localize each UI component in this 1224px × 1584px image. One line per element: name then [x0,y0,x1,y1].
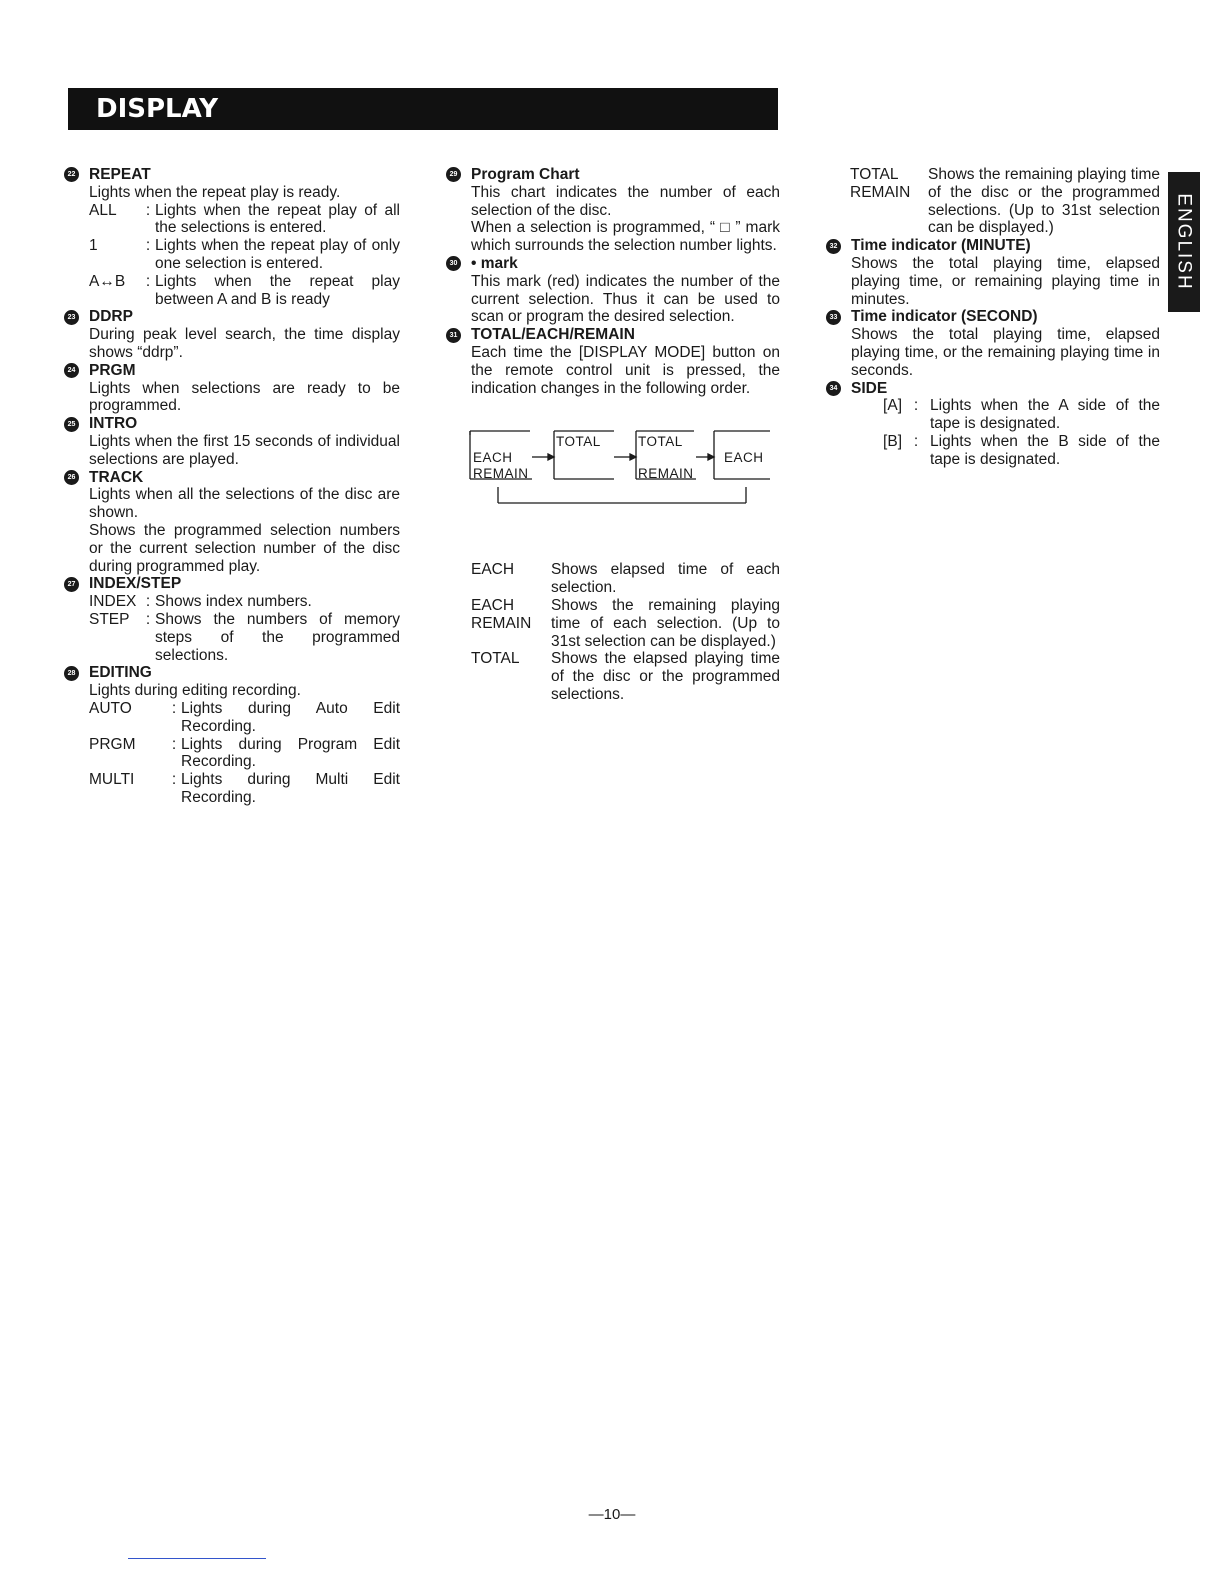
language-tab [1168,172,1200,312]
cycle-box-total-remain-line1: TOTAL [638,434,683,450]
definition-key: AUTO [89,699,132,717]
item-number-badge: 27 [64,577,79,592]
section-time-second [826,308,1160,379]
cycle-box-each: EACH [724,450,764,466]
section-title: TOTAL/EACH/REMAIN [471,326,635,344]
definition-row: [B] : Lights when the B side of the tape is designated. [862,433,1160,469]
section-ddrp [64,308,400,361]
section-title: Program Chart [471,166,580,183]
definition-row [471,561,780,597]
definition-value: Shows the numbers of memory steps of the programmed selections. [155,610,400,664]
section-title: Time indicator (MINUTE) [851,237,1031,255]
language-tab-label: ENGLISH [1174,193,1196,291]
definition-value: Lights when the repeat play of only one selection is entered. [155,237,400,272]
definition-key: [A] [883,397,902,415]
page-title: DISPLAY [68,88,778,130]
section-description: During peak level search, the time display shows “ddrp”. [89,326,400,361]
definition-row [471,597,780,650]
section-mark [446,255,780,326]
definition-key: TOTAL [471,650,520,668]
page-number: —10— [588,1506,636,1523]
definition-row: AUTO : Lights during Auto Edit Recording. [89,699,400,735]
item-number-badge: 22 [64,167,79,182]
column-middle [446,166,780,704]
section-total-each-remain [446,326,780,397]
bottom-rule [128,1558,266,1559]
definition-row: A↔B : Lights when the repeat play between A and B is ready [89,272,400,308]
column-left [64,166,400,807]
section-title: TRACK [89,468,144,486]
item-number-badge: 34 [826,381,841,396]
definition-key: INDEX [89,593,137,611]
definition-key: EACH [471,596,515,614]
section-description: Lights when all the selections of the disc are shown. [89,486,400,522]
definition-key: ALL [89,201,117,219]
definition-key: A↔B [89,272,126,290]
definition-key: STEP [89,610,130,628]
cycle-box-each-remain-line2: REMAIN [473,466,529,482]
definition-key: MULTI [89,771,135,789]
section-description: Lights when the first 15 seconds of individual selections are played. [89,432,400,468]
definition-row: [A] : Lights when the A side of the tape is designated. [862,397,1160,433]
item-number-badge: 23 [64,310,79,325]
definition-value: Lights when the repeat play between A and B is ready [155,272,400,308]
definition-row: MULTI : Lights during Multi Edit Recording. [89,771,400,806]
section-title: • mark [471,254,518,272]
item-number-badge: 28 [64,666,79,681]
item-number-badge: 30 [446,256,461,271]
section-repeat [64,166,400,308]
definition-row: 1 : Lights when the repeat play of only one selection is entered. [89,237,400,272]
definition-value: Lights during Auto Edit Recording. [181,699,400,735]
section-program-chart [446,166,780,255]
section-description: Each time the [DISPLAY MODE] button on the remote control unit is pressed, the indication changes in the following order. [471,343,780,397]
display-mode-cycle-diagram [446,427,780,525]
item-number-badge: 31 [446,328,461,343]
definition-key: EACH [471,561,515,579]
mode-definitions [446,561,780,703]
definition-value: Shows the elapsed playing time of the disc or the programmed selections. [551,650,780,703]
definition-key: REMAIN [471,614,532,632]
definition-key: [B] [883,432,902,450]
section-description: When a selection is programmed, “ □ ” mark which surrounds the selection number lights. [471,219,780,255]
section-title: Time indicator (SECOND) [851,308,1038,326]
section-title: PRGM [89,361,136,379]
definition-value: Shows the remaining playing time of the disc or the programmed selections. (Up to 31st selection can be displayed.) [928,166,1160,237]
section-index-step [64,575,400,664]
definition-key: PRGM [89,735,136,753]
definition-key: 1 [89,237,98,255]
section-title: SIDE [851,379,888,397]
definition-value: Lights when the repeat play of all the selections is entered. [155,201,400,237]
section-side [826,380,1160,469]
definition-key: TOTAL [850,166,899,183]
section-title: REPEAT [89,166,151,183]
section-editing [64,664,400,806]
definition-value: Shows elapsed time of each selection. [551,561,780,597]
definition-value: Lights during Multi Edit Recording. [181,771,400,806]
section-description: Lights when selections are ready to be programmed. [89,379,400,415]
definition-row: INDEX : Shows index numbers. [89,593,400,611]
section-prgm [64,362,400,415]
section-title: DDRP [89,308,133,326]
column-right [826,166,1160,469]
cycle-box-each-remain-line1: EACH [473,450,513,466]
definition-value: Lights during Program Edit Recording. [181,735,400,771]
item-number-badge: 26 [64,470,79,485]
definition-row: PRGM : Lights during Program Edit Recording. [89,735,400,771]
section-intro [64,415,400,468]
definition-key: REMAIN [850,183,911,201]
definition-row [471,650,780,703]
definition-value: Lights when the B side of the tape is designated. [930,432,1160,468]
section-time-minute [826,237,1160,308]
item-number-badge: 29 [446,167,461,182]
section-description: Lights when the repeat play is ready. [89,183,341,201]
section-title: INDEX/STEP [89,575,182,593]
section-description: This mark (red) indicates the number of the current selection. Thus it can be used to scan or program the desired selection. [471,272,780,326]
cycle-box-total: TOTAL [556,434,601,450]
definition-value: Shows the remaining playing time of each selection. (Up to 31st selection can be displayed.) [551,596,780,650]
section-description: Shows the total playing time, elapsed playing time, or remaining playing time in minutes. [851,254,1160,308]
definition-value: Lights when the A side of the tape is designated. [930,397,1160,433]
definition-row: ALL : Lights when the repeat play of all the selections is entered. [89,201,400,237]
section-description: Shows the programmed selection numbers or the current selection number of the disc during programmed play. [89,521,400,575]
section-description: Lights during editing recording. [89,682,301,700]
section-track [64,469,400,576]
section-title: INTRO [89,415,138,433]
item-number-badge: 32 [826,239,841,254]
item-number-badge: 25 [64,417,79,432]
definition-row: STEP : Shows the numbers of memory steps of the programmed selections. [89,610,400,664]
section-title: EDITING [89,664,152,682]
definition-row [850,166,1160,237]
section-description: This chart indicates the number of each selection of the disc. [471,183,780,219]
cycle-box-total-remain-line2: REMAIN [638,466,694,482]
section-description: Shows the total playing time, elapsed playing time, or the remaining playing time in seconds. [851,326,1160,379]
item-number-badge: 33 [826,310,841,325]
item-number-badge: 24 [64,363,79,378]
definition-value: Shows index numbers. [155,593,312,611]
